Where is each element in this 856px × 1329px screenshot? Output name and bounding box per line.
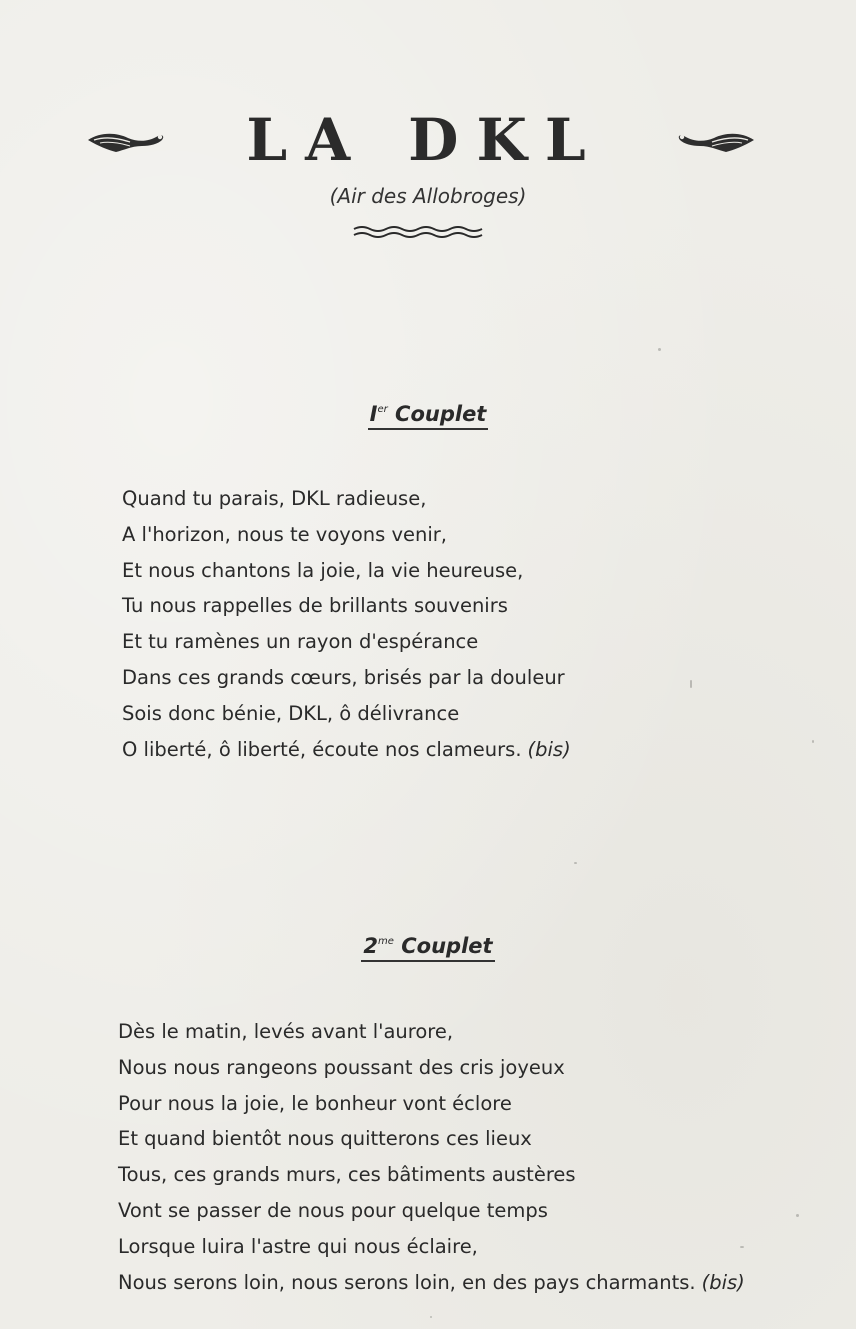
verse-line: Pour nous la joie, le bonheur vont éclore — [118, 1091, 512, 1115]
couplet-2-heading-underline — [361, 934, 494, 962]
paper-speck — [796, 1214, 799, 1217]
verse-line: Vont se passer de nous pour quelque temps — [118, 1198, 548, 1222]
verse-line: Tu nous rappelles de brillants souvenirs — [122, 594, 508, 618]
paper-speck — [740, 1246, 744, 1248]
verse-line: Quand tu parais, DKL radieuse, — [122, 487, 427, 510]
verse-line: Et tu ramènes un rayon d'espérance — [122, 630, 479, 654]
couplet-1-heading-underline — [368, 402, 489, 430]
couplet-2-word: Couplet — [401, 934, 493, 958]
paper-speck — [430, 1316, 432, 1318]
couplet-1-heading — [0, 402, 856, 430]
verse-line-text: Nous serons loin, nous serons loin, en des pays charmants. — [118, 1270, 696, 1294]
verse-line: Lorsque luira l'astre qui nous éclaire, — [118, 1234, 478, 1258]
verse-line: Dès le matin, levés avant l'aurore, — [118, 1020, 454, 1043]
couplet-1-verse — [122, 481, 742, 767]
verse-line: Et quand bientôt nous quitterons ces lieux — [118, 1127, 532, 1151]
paper-speck — [658, 348, 661, 351]
subtitle: (Air des Allobroges) — [329, 184, 527, 208]
verse-line: Tous, ces grands murs, ces bâtiments austères — [118, 1163, 576, 1187]
couplet-1-word: Couplet — [395, 402, 487, 426]
couplet-1-ordinal: er — [377, 404, 388, 415]
title-word-2: DKL — [408, 106, 604, 174]
verse-line: Nous nous rangeons poussant des cris joyeux — [118, 1055, 565, 1079]
title-word-1: LA — [246, 106, 369, 174]
flourish-left-ornament — [86, 126, 166, 156]
verse-line-last — [118, 1265, 745, 1301]
page-title — [200, 108, 650, 172]
couplet-2-heading — [0, 934, 856, 962]
verse-line-text: O liberté, ô liberté, écoute nos clameurs. — [122, 737, 522, 761]
couplet-2-ordinal: me — [378, 936, 394, 947]
couplet-1-number: I — [369, 402, 378, 426]
refrain-mark: (bis) — [527, 737, 571, 761]
wave-divider — [352, 224, 488, 240]
verse-line: Dans ces grands cœurs, brisés par la douleur — [122, 665, 565, 689]
refrain-mark: (bis) — [701, 1270, 745, 1294]
paper-speck — [812, 740, 814, 743]
paper-speck — [574, 862, 577, 864]
verse-line: Sois donc bénie, DKL, ô délivrance — [122, 701, 460, 725]
verse-line: Et nous chantons la joie, la vie heureuse, — [122, 558, 524, 582]
couplet-2-verse — [118, 1014, 745, 1300]
verse-line-last — [122, 732, 742, 768]
title-row — [0, 108, 856, 172]
verse-line: A l'horizon, nous te voyons venir, — [122, 522, 447, 546]
couplet-2-number: 2 — [363, 934, 379, 958]
flourish-right-ornament — [676, 126, 756, 156]
